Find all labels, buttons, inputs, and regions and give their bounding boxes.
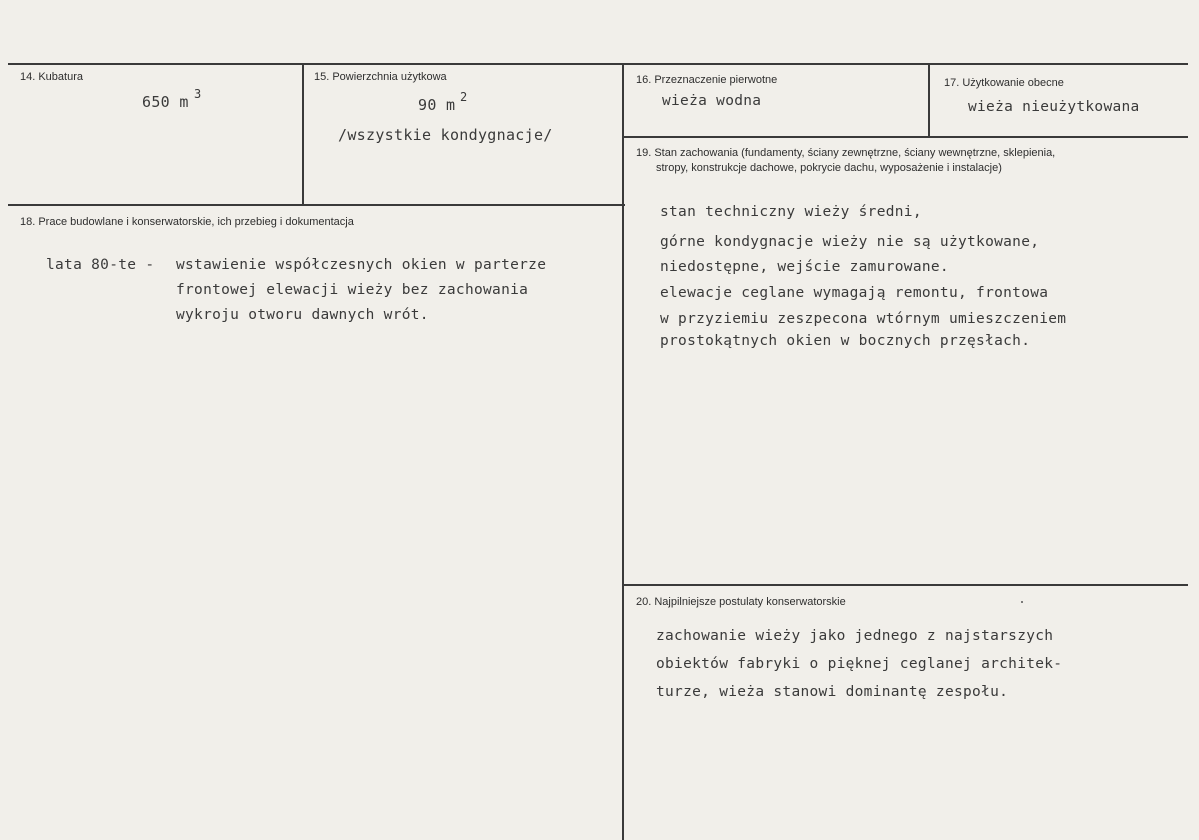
stan-line: górne kondygnacje wieży nie są użytkowane, bbox=[660, 234, 1040, 250]
speck-mark bbox=[1021, 601, 1023, 603]
stan-label-line1: 19. Stan zachowania (fundamenty, ściany zewnętrzne, ściany wewnętrzne, sklepienia, bbox=[636, 147, 1056, 159]
powierzchnia-label: 15. Powierzchnia użytkowa bbox=[314, 71, 447, 83]
stan-line: elewacje ceglane wymagają remontu, frontowa bbox=[660, 285, 1049, 301]
rule-top bbox=[8, 63, 1188, 65]
rule-left-mid bbox=[8, 204, 625, 206]
rule-v3 bbox=[928, 63, 930, 137]
kubatura-value: 650 m bbox=[142, 93, 189, 111]
uzytkowanie-label: 17. Użytkowanie obecne bbox=[944, 77, 1064, 89]
stan-line: niedostępne, wejście zamurowane. bbox=[660, 259, 949, 275]
przeznaczenie-value: wieża wodna bbox=[662, 93, 762, 109]
postulaty-label: 20. Najpilniejsze postulaty konserwatorskie bbox=[636, 596, 846, 608]
rule-v-center bbox=[622, 63, 624, 840]
prace-period: lata 80-te - bbox=[46, 257, 155, 273]
powierzchnia-note: /wszystkie kondygnacje/ bbox=[338, 126, 553, 144]
prace-line: wstawienie współczesnych okien w parterze bbox=[176, 257, 547, 273]
stan-line: w przyziemiu zeszpecona wtórnym umieszczeniem bbox=[660, 311, 1067, 327]
postulaty-line: zachowanie wieży jako jednego z najstarszych bbox=[656, 628, 1054, 644]
uzytkowanie-value: wieża nieużytkowana bbox=[968, 99, 1140, 115]
postulaty-line: turze, wieża stanowi dominantę zespołu. bbox=[656, 684, 1009, 700]
stan-line: stan techniczny wieży średni, bbox=[660, 204, 922, 220]
przeznaczenie-label: 16. Przeznaczenie pierwotne bbox=[636, 74, 778, 86]
postulaty-line: obiektów fabryki o pięknej ceglanej architek- bbox=[656, 656, 1063, 672]
prace-label: 18. Prace budowlane i konserwatorskie, ich przebieg i dokumentacja bbox=[20, 216, 354, 228]
prace-line: wykroju otworu dawnych wrót. bbox=[176, 307, 429, 323]
rule-v1 bbox=[302, 63, 304, 205]
prace-line: frontowej elewacji wieży bez zachowania bbox=[176, 282, 529, 298]
powierzchnia-superscript: 2 bbox=[460, 90, 468, 104]
kubatura-superscript: 3 bbox=[194, 87, 202, 101]
powierzchnia-value: 90 m bbox=[418, 96, 456, 114]
stan-label-line2: stropy, konstrukcje dachowe, pokrycie dachu, wyposażenie i instalacje) bbox=[656, 162, 1002, 174]
stan-line: prostokątnych okien w bocznych przęsłach. bbox=[660, 333, 1031, 349]
rule-right-upper bbox=[624, 136, 1188, 138]
rule-right-lower bbox=[622, 584, 1188, 586]
kubatura-label: 14. Kubatura bbox=[20, 71, 83, 83]
